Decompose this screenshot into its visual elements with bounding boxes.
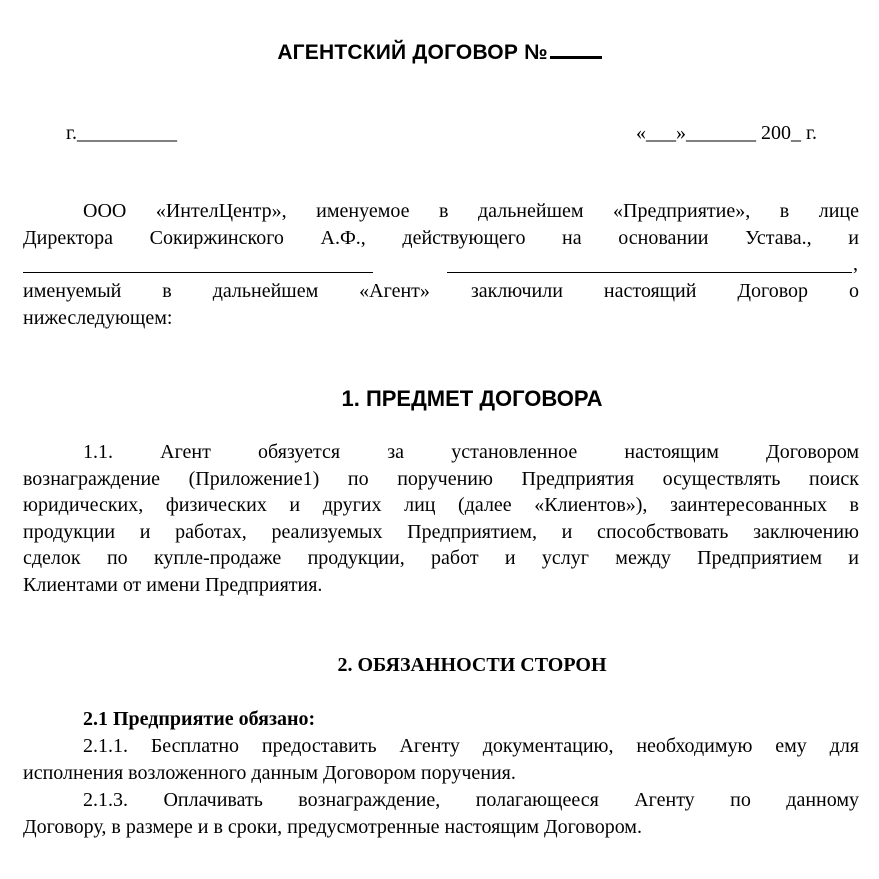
blank-comma: ,	[853, 253, 858, 275]
section-1-paragraph	[23, 439, 859, 598]
section-2-subheading: 2.1 Предприятие обязано:	[83, 708, 316, 730]
section-1-line-4: продукции и работах, реализуемых Предприятием, и способствовать заключению	[23, 520, 859, 543]
preamble-line-1: ООО «ИнтелЦентр», именуемое в дальнейшем «Предприятие», в лице	[83, 200, 859, 222]
party-name-blanks	[23, 251, 859, 277]
contract-number-blank	[550, 38, 602, 59]
preamble-line-3: именуемый в дальнейшем «Агент» заключили настоящий Договор о	[23, 280, 859, 302]
document-title	[0, 38, 879, 67]
clause-2-1-3-line-2: Договору, в размере и в сроки, предусмотренные настоящим Договором.	[23, 815, 642, 838]
preamble-line-4: нижеследующем:	[23, 306, 173, 329]
section-1-line-6: Клиентами от имени Предприятия.	[23, 573, 323, 596]
clause-2-1-3-line-1: 2.1.3. Оплачивать вознаграждение, полагающееся Агенту по данному	[83, 789, 859, 811]
clause-2-1-1	[23, 733, 859, 786]
section-1-line-3: юридических, физических и других лиц (далее «Клиентов»), заинтересованных в	[23, 494, 859, 516]
date-field: «___»_______ 200_ г.	[636, 122, 817, 144]
preamble-paragraph	[23, 198, 859, 251]
clause-2-1-3	[23, 787, 859, 840]
section-1-line-1: 1.1. Агент обязуется за установленное настоящим Договором	[83, 441, 859, 463]
preamble-line-2: Директора Сокиржинского А.Ф., действующего на основании Устава., и	[23, 226, 859, 249]
document-title-text: АГЕНТСКИЙ ДОГОВОР №	[277, 41, 548, 64]
place-field: г.__________	[66, 122, 177, 144]
preamble-continuation	[23, 278, 859, 331]
clause-2-1-1-line-1: 2.1.1. Бесплатно предоставить Агенту документацию, необходимую ему для	[83, 735, 859, 757]
section-1-heading: 1. ПРЕДМЕТ ДОГОВОРА	[341, 386, 603, 411]
section-1-line-2: вознаграждение (Приложение1) по поручению Предприятия осуществлять поиск	[23, 467, 859, 490]
section-2-heading: 2. ОБЯЗАННОСТИ СТОРОН	[337, 654, 607, 676]
clause-2-1-1-line-2: исполнения возложенного данным Договором поручения.	[23, 761, 516, 784]
section-1-line-5: сделок по купле-продаже продукции, работ и услуг между Предприятием и	[23, 547, 859, 569]
agent-details-blank	[447, 272, 852, 273]
agent-name-blank	[23, 272, 373, 273]
